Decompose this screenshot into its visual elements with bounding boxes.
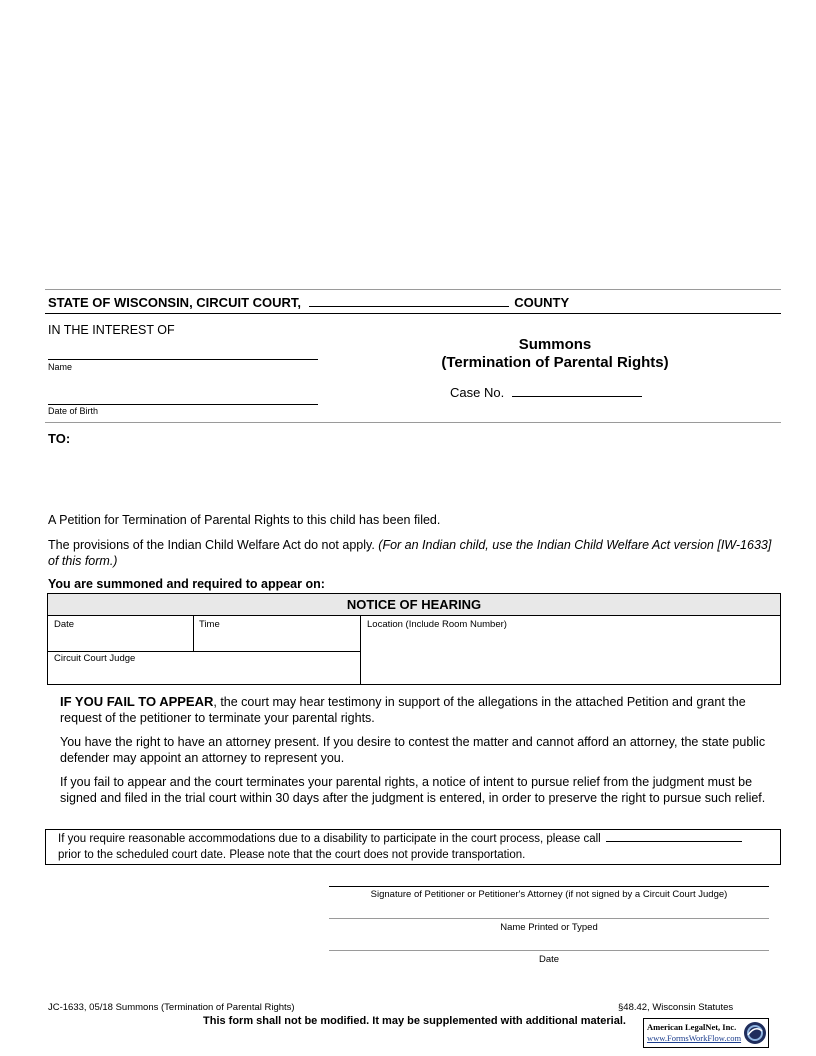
icwa-italic-note: (For an Indian child, use the Indian Child Welfare Act version [IW-1633] of this form.)	[48, 538, 772, 568]
logo-url: www.FormsWorkFlow.com	[647, 1033, 742, 1043]
fail-to-appear-bold: IF YOU FAIL TO APPEAR	[60, 694, 214, 709]
notice-of-hearing-box	[47, 593, 781, 685]
dob-blank[interactable]	[48, 404, 318, 405]
accommodations-phone-blank[interactable]	[606, 841, 742, 842]
signature-label: Signature of Petitioner or Petitioner's Attorney (if not signed by a Circuit Court Judge)	[370, 889, 728, 900]
case-no-label: Case No.	[450, 385, 505, 400]
fail-to-appear-rest: , the court may hear testimony in support of the allegations in the attached Petition and grant the request of the petitioner to terminate your parental rights.	[60, 695, 746, 725]
form-id: JC-1633, 05/18 Summons (Termination of Parental Rights)	[48, 1002, 295, 1013]
fail-to-appear-paragraph	[60, 694, 780, 726]
notice-of-hearing-heading: NOTICE OF HEARING	[48, 594, 780, 616]
accommodations-line2: prior to the scheduled court date. Please note that the court does not provide transportation.	[58, 849, 526, 861]
name-label: Name	[48, 362, 73, 372]
dob-label: Date of Birth	[48, 406, 99, 416]
county-label: COUNTY	[514, 295, 570, 310]
name-printed-line[interactable]	[329, 918, 769, 919]
form-title: Summons	[518, 336, 592, 353]
legalnet-logo	[643, 1018, 769, 1048]
petition-filed-text: A Petition for Termination of Parental Rights to this child has been filed.	[48, 513, 441, 527]
county-blank[interactable]	[309, 306, 509, 307]
accommodations-box	[45, 829, 781, 865]
hearing-date-field[interactable]: Date	[54, 619, 75, 630]
icwa-paragraph	[48, 537, 778, 569]
no-modify-notice: This form shall not be modified. It may be supplemented with additional material.	[203, 1015, 626, 1027]
case-no-blank[interactable]	[512, 396, 642, 397]
summoned-text: You are summoned and required to appear on:	[48, 577, 325, 591]
court-line-text: STATE OF WISCONSIN, CIRCUIT COURT,	[48, 295, 302, 310]
caption-bottom-rule	[45, 422, 781, 423]
interest-of-label: IN THE INTEREST OF	[48, 323, 175, 337]
icwa-text: The provisions of the Indian Child Welfare Act do not apply.	[48, 538, 375, 552]
court-line	[48, 295, 569, 310]
name-printed-label: Name Printed or Typed	[500, 922, 598, 933]
statute-reference: §48.42, Wisconsin Statutes	[618, 1002, 734, 1013]
signature-line[interactable]	[329, 886, 769, 887]
header-bottom-rule	[45, 313, 781, 314]
logo-company: American LegalNet, Inc.	[647, 1022, 737, 1032]
case-no	[450, 385, 642, 400]
hearing-divider-date-time	[193, 616, 194, 651]
form-subtitle: (Termination of Parental Rights)	[441, 354, 669, 371]
accommodations-line1: If you require reasonable accommodations due to a disability to participate in the court process, please call	[58, 833, 601, 845]
hearing-judge-field[interactable]: Circuit Court Judge	[54, 653, 136, 664]
globe-icon	[743, 1021, 767, 1045]
header-top-rule	[45, 289, 781, 290]
attorney-paragraph: You have the right to have an attorney present. If you desire to contest the matter and cannot afford an attorney, the state public defender may appoint an attorney to represent you.	[60, 735, 766, 765]
to-label: TO:	[48, 431, 71, 446]
hearing-time-field[interactable]: Time	[199, 619, 220, 630]
relief-paragraph: If you fail to appear and the court terminates your parental rights, a notice of intent to pursue relief from the judgment must be signed and filed in the trial court within 30 days after the judgment is entered, in order to preserve the right to pursue such relief.	[60, 775, 766, 805]
date-label: Date	[538, 954, 560, 965]
date-line[interactable]	[329, 950, 769, 951]
accommodations-line1-wrap	[58, 833, 778, 845]
hearing-divider-row	[48, 651, 361, 652]
name-blank[interactable]	[48, 359, 318, 360]
hearing-location-field[interactable]: Location (Include Room Number)	[367, 619, 507, 630]
